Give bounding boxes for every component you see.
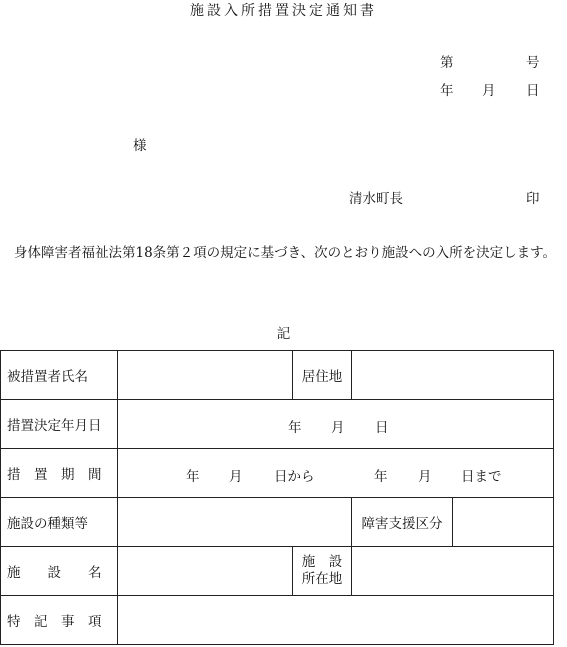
decision-form-table	[0, 350, 554, 645]
table-row	[1, 547, 554, 596]
residence-label: 居住地	[293, 351, 352, 400]
body-paragraph	[0, 238, 560, 268]
period-value	[118, 449, 554, 498]
table-row	[1, 596, 554, 645]
support-category-label: 障害支援区分	[352, 498, 453, 547]
facility-type-value	[118, 498, 352, 547]
facility-name-value	[118, 547, 293, 596]
table-row	[1, 351, 554, 400]
period-end-year: 年	[374, 469, 388, 485]
decision-date-year: 年	[288, 420, 302, 436]
facility-name-label: 施 設 名	[1, 547, 118, 596]
facility-location-label-line2: 所在地	[301, 571, 343, 587]
decision-date-day: 日	[375, 420, 389, 436]
decision-date-month: 月	[331, 420, 345, 436]
period-label: 措 置 期 間	[1, 449, 118, 498]
period-start-year: 年	[186, 469, 200, 485]
issuer-seal: 印	[526, 191, 540, 207]
period-start-month: 月	[229, 469, 243, 485]
facility-location-label-line1: 施 設	[301, 554, 343, 570]
facility-type-label: 施設の種類等	[1, 498, 118, 547]
decision-date-value	[118, 400, 554, 449]
body-text: 身体障害者福祉法第18条第２項の規定に基づき、次のとおり施設への入所を決定します。	[14, 245, 557, 261]
number-suffix: 号	[526, 55, 540, 71]
date-day: 日	[526, 83, 540, 99]
recipient-name-value	[118, 351, 293, 400]
addressee-suffix: 様	[133, 138, 147, 154]
facility-location-label	[293, 547, 352, 596]
table-row	[1, 400, 554, 449]
special-notes-label: 特 記 事 項	[1, 596, 118, 645]
table-row	[1, 498, 554, 547]
issuer-name: 清水町長	[349, 191, 403, 207]
facility-location-value	[352, 547, 554, 596]
document-title: 施設入所措置決定通知書	[190, 3, 377, 19]
date-year: 年	[440, 83, 454, 99]
special-notes-value	[118, 596, 554, 645]
residence-value	[352, 351, 554, 400]
number-prefix: 第	[440, 55, 454, 71]
period-end-day: 日まで	[461, 469, 502, 485]
date-month: 月	[482, 83, 496, 99]
table-row	[1, 449, 554, 498]
ki-heading: 記	[276, 326, 291, 342]
decision-date-label: 措置決定年月日	[1, 400, 118, 449]
period-end-month: 月	[418, 469, 432, 485]
support-category-value	[453, 498, 554, 547]
recipient-name-label: 被措置者氏名	[1, 351, 118, 400]
period-start-day: 日から	[274, 469, 315, 485]
